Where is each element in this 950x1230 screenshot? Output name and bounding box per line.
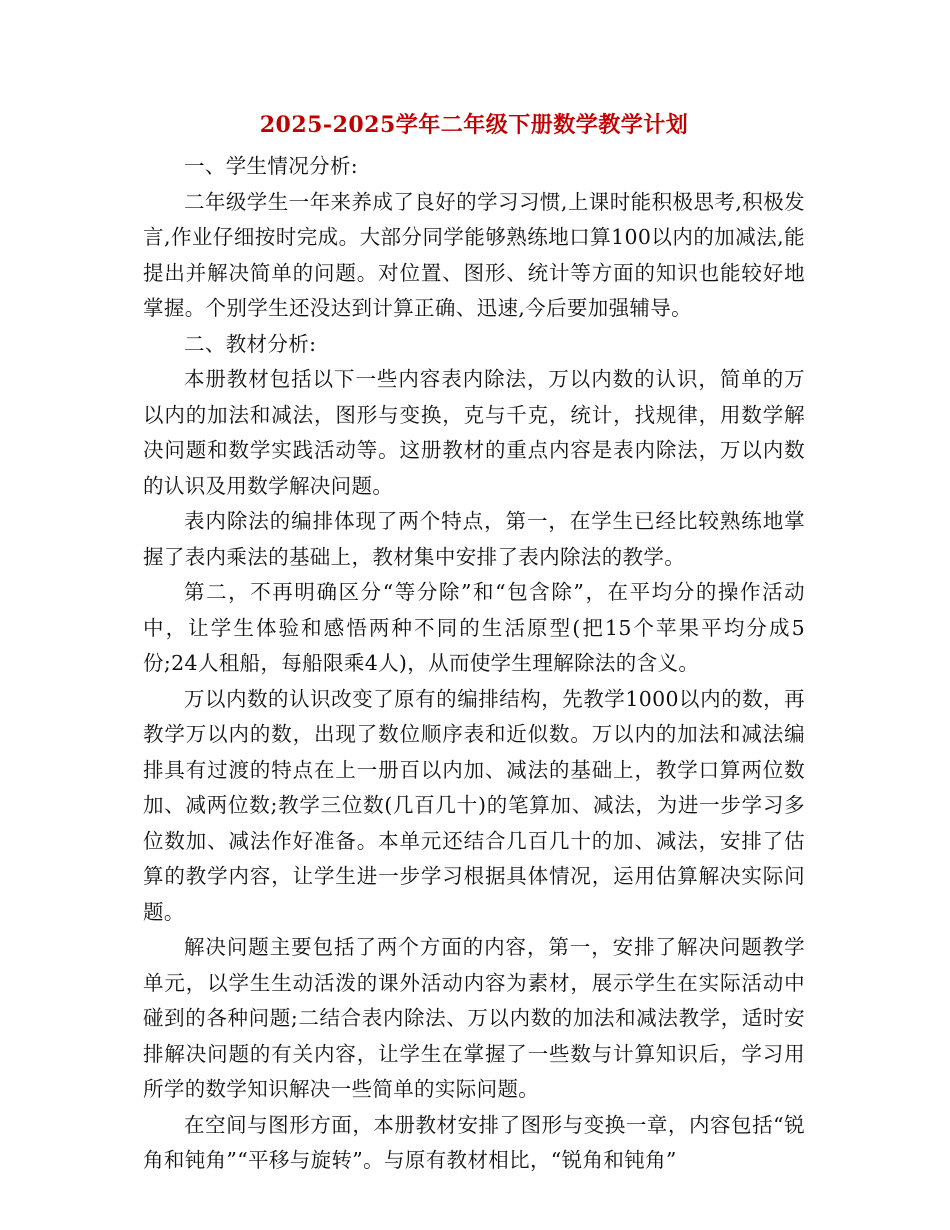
paragraph-numbers-within-10000: 万以内数的认识改变了原有的编排结构，先教学1000以内的数，再教学万以内的数，出现了数位顺序表和近似数。万以内的加法和减法编排具有过渡的特点在上一册百以内加、减法的基础上，教学口算两位数加、减两位数;教学三位数(几百几十)的笔算加、减法，为进一步学习多位数加、减法作好准备。本单元还结合几百几十的加、减法，安排了估算的教学内容，让学生进一步学习根据具体情况，运用估算解决实际问题。 — [143, 686, 805, 924]
paragraph-problem-solving: 解决问题主要包括了两个方面的内容，第一，安排了解决问题教学单元，以学生生动活泼的课外活动内容为素材，展示学生在实际活动中碰到的各种问题;二结合表内除法、万以内数的加法和减法教学，适时安排解决问题的有关内容，让学生在掌握了一些数与计算知识后，学习用所学的数学知识解决一些简单的实际问题。 — [143, 935, 805, 1101]
paragraph-student-analysis: 二年级学生一年来养成了良好的学习习惯,上课时能积极思考,积极发言,作业仔细按时完成。大部分同学能够熟练地口算100以内的加减法,能提出并解决简单的问题。对位置、图形、统计等方面的知识也能较好地掌握。个别学生还没达到计算正确、迅速,今后要加强辅导。 — [143, 189, 805, 320]
paragraph-textbook-content: 本册教材包括以下一些内容表内除法，万以内数的认识，简单的万以内的加法和减法，图形与变换，克与千克，统计，找规律，用数学解决问题和数学实践活动等。这册教材的重点内容是表内除法，万以内数的认识及用数学解决问题。 — [143, 367, 805, 498]
section-heading-student-analysis: 一、学生情况分析: — [184, 154, 359, 178]
document-body — [143, 110, 805, 1179]
paragraph-division-features: 表内除法的编排体现了两个特点，第一，在学生已经比较熟练地掌握了表内乘法的基础上，教材集中安排了表内除法的教学。 — [143, 509, 805, 569]
paragraph-space-and-shapes: 在空间与图形方面，本册教材安排了图形与变换一章，内容包括“锐角和钝角”“平移与旋转”。与原有教材相比，“锐角和钝角” — [143, 1112, 805, 1172]
section-heading-textbook-analysis: 二、教材分析: — [184, 331, 317, 356]
paragraph-division-second: 第二，不再明确区分“等分除”和“包含除”，在平均分的操作活动中，让学生体验和感悟两种不同的生活原型(把15个苹果平均分成5份;24人租船，每船限乘4人)，从而使学生理解除法的含义。 — [143, 580, 805, 675]
document-title: 2025-2025学年二年级下册数学教学计划 — [259, 112, 689, 138]
